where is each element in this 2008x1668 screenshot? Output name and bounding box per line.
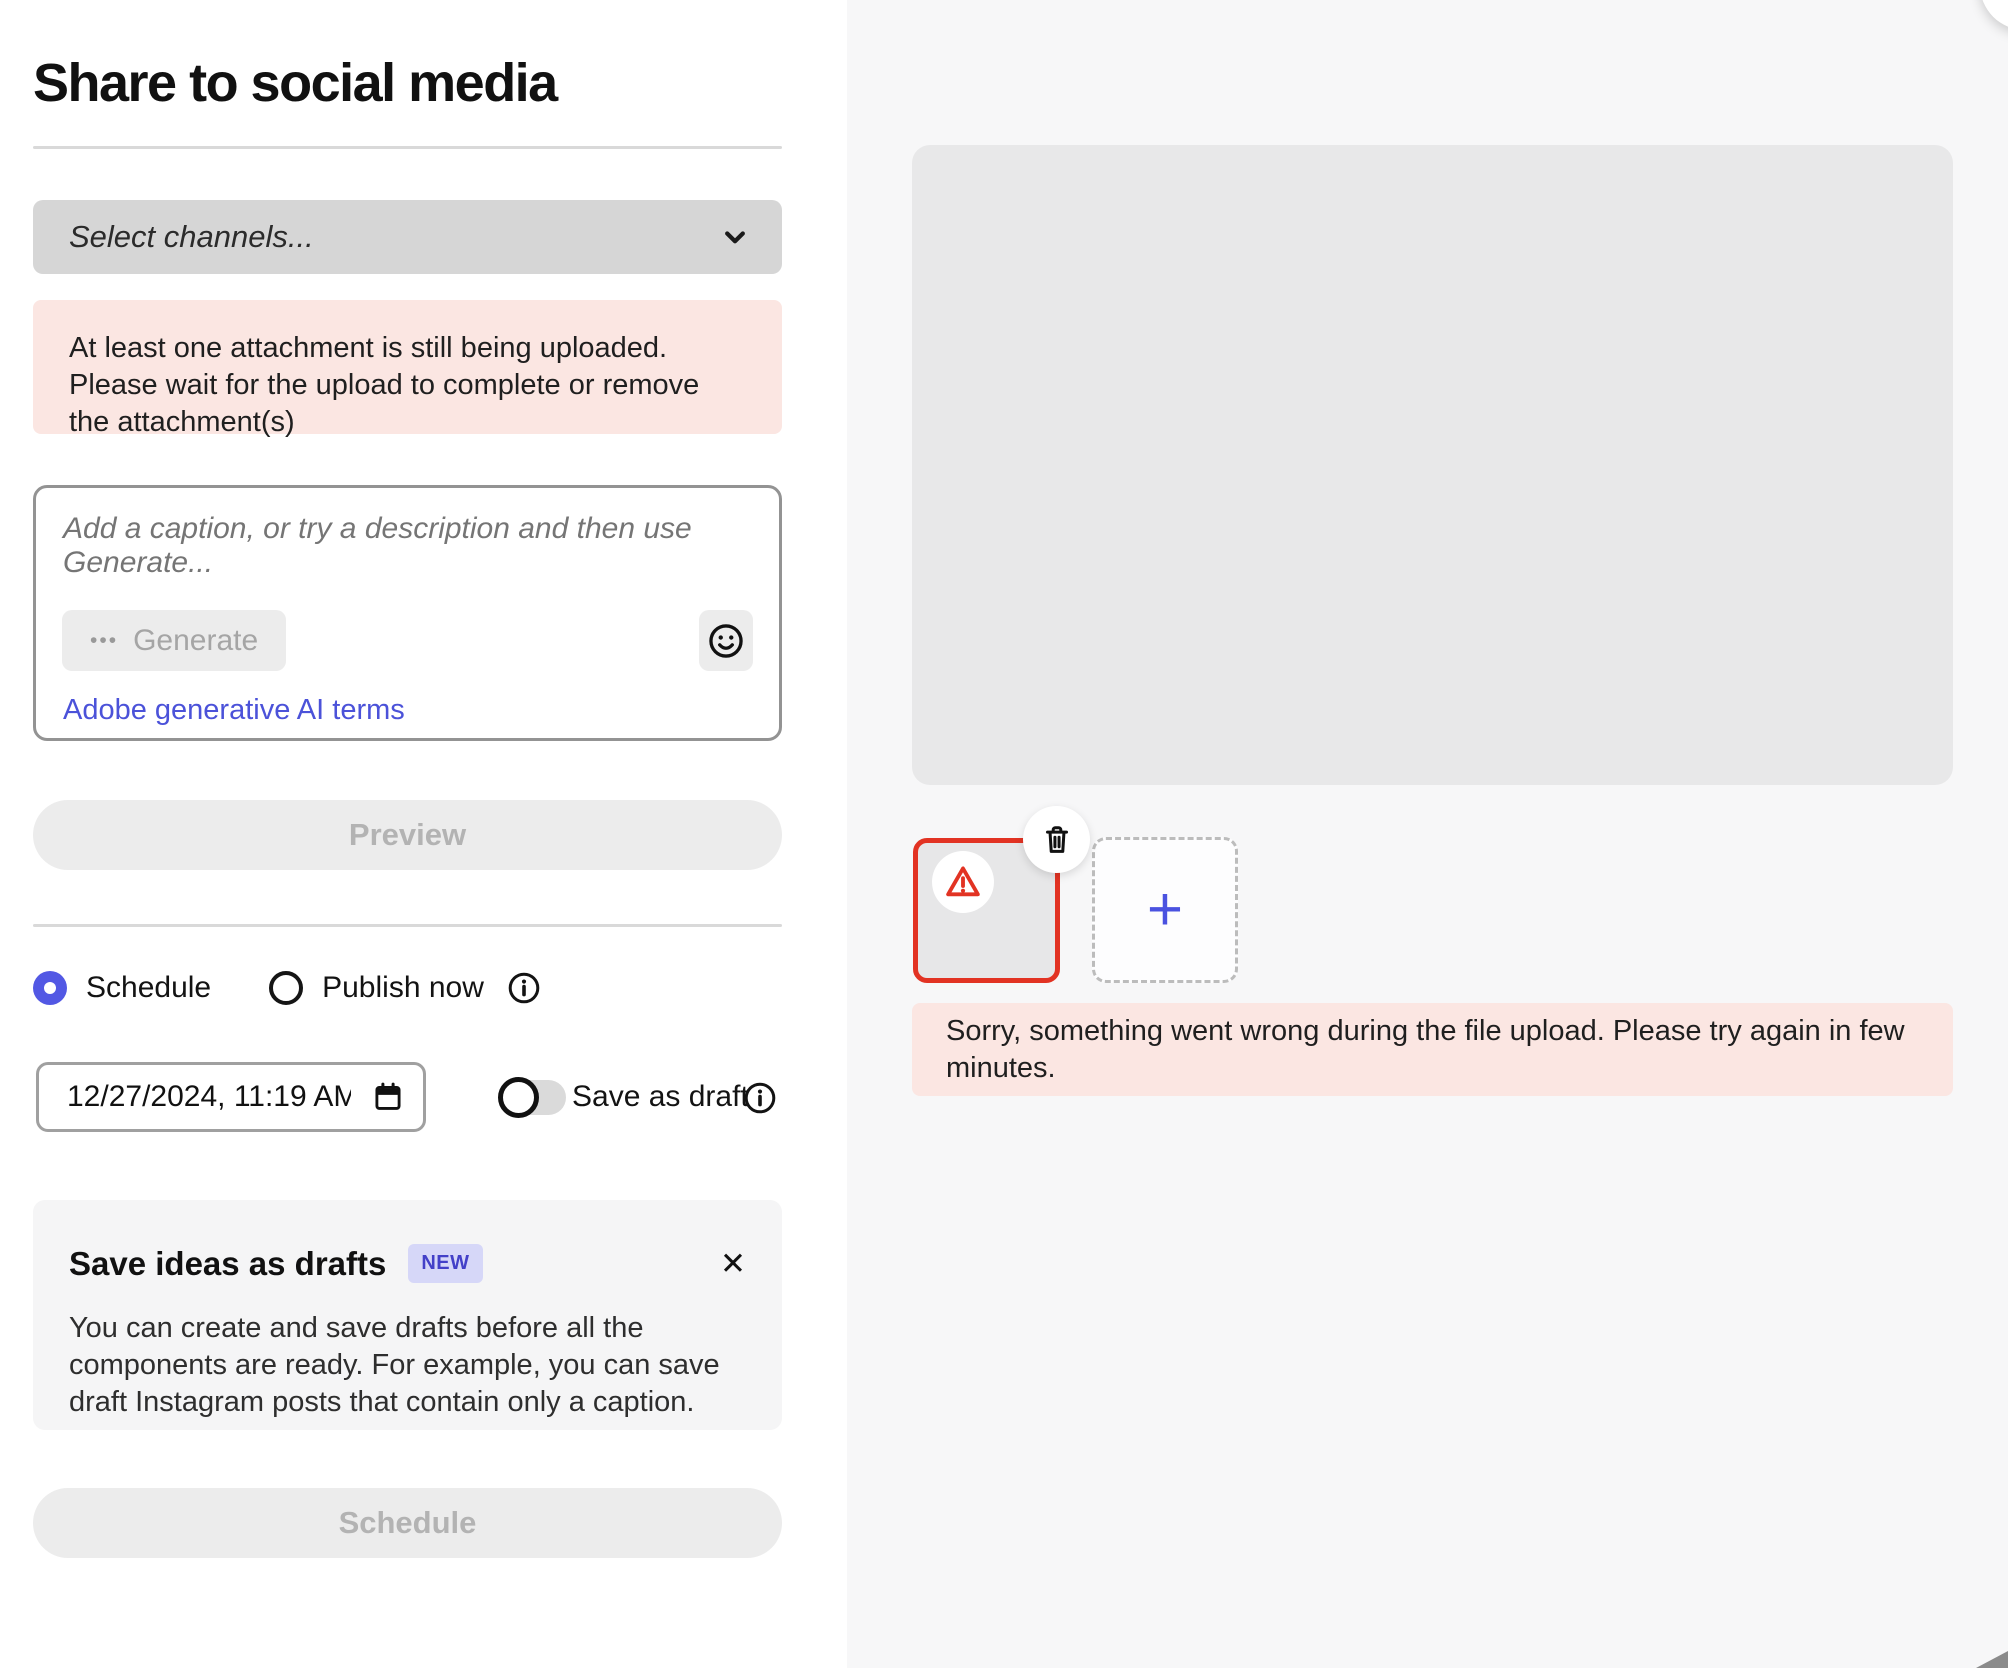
smiley-icon (705, 620, 747, 662)
attachment-preview-placeholder (912, 145, 1953, 785)
drafts-promo-card (33, 1200, 782, 1430)
attachments-panel (847, 0, 2008, 1668)
plus-icon: + (1146, 875, 1184, 944)
title-divider (33, 146, 782, 149)
publish-options (33, 966, 542, 1010)
add-attachment-tile[interactable] (1092, 837, 1238, 983)
drafts-card-body: You can create and save drafts before all the components are ready. For example, you can save draft Instagram posts that contain only a caption. (69, 1312, 720, 1418)
preview-button[interactable]: Preview (33, 800, 782, 870)
publish-now-radio-label: Publish now (322, 971, 484, 1004)
save-as-draft-label: Save as draft (572, 1080, 749, 1113)
schedule-submit-button[interactable]: Schedule (33, 1488, 782, 1558)
generate-label: Generate (133, 623, 259, 657)
warning-triangle-icon (932, 851, 994, 913)
share-panel (0, 0, 847, 1668)
save-as-draft-toggle[interactable] (498, 1080, 566, 1115)
datetime-input[interactable] (36, 1062, 426, 1132)
close-icon[interactable]: ✕ (720, 1246, 746, 1281)
new-badge: NEW (408, 1244, 482, 1283)
upload-error-banner (912, 1003, 1953, 1096)
generate-button[interactable] (62, 610, 286, 671)
publish-now-radio[interactable] (269, 971, 303, 1005)
section-divider (33, 924, 782, 927)
page-title: Share to social media (33, 53, 557, 113)
channels-select[interactable] (33, 200, 782, 274)
chevron-down-icon (718, 220, 752, 254)
emoji-picker-button[interactable] (699, 610, 753, 671)
upload-error-text: Sorry, something went wrong during the file upload. Please try again in few minutes. (946, 1014, 1905, 1084)
channels-placeholder: Select channels... (69, 219, 314, 254)
delete-attachment-button[interactable] (1023, 806, 1090, 873)
toggle-knob (498, 1077, 539, 1118)
caption-input[interactable]: Add a caption, or try a description and then use Generate... (63, 512, 692, 579)
upload-warning-text: At least one attachment is still being uploaded. Please wait for the upload to complete or remove the attachment(s) (69, 332, 700, 438)
upload-warning-banner (33, 300, 782, 438)
trash-icon (1038, 821, 1076, 859)
publish-info-icon[interactable] (506, 970, 542, 1006)
caption-box (33, 485, 782, 741)
save-as-draft-info-icon[interactable] (742, 1080, 778, 1116)
calendar-icon[interactable] (370, 1079, 406, 1115)
sparkle-dots-icon: ••• (90, 628, 119, 652)
drafts-card-title: Save ideas as drafts (69, 1244, 387, 1282)
schedule-radio-label: Schedule (86, 971, 212, 1004)
drafts-card-header (69, 1244, 746, 1283)
schedule-radio[interactable] (33, 971, 67, 1005)
generative-ai-terms-link[interactable]: Adobe generative AI terms (63, 694, 405, 726)
